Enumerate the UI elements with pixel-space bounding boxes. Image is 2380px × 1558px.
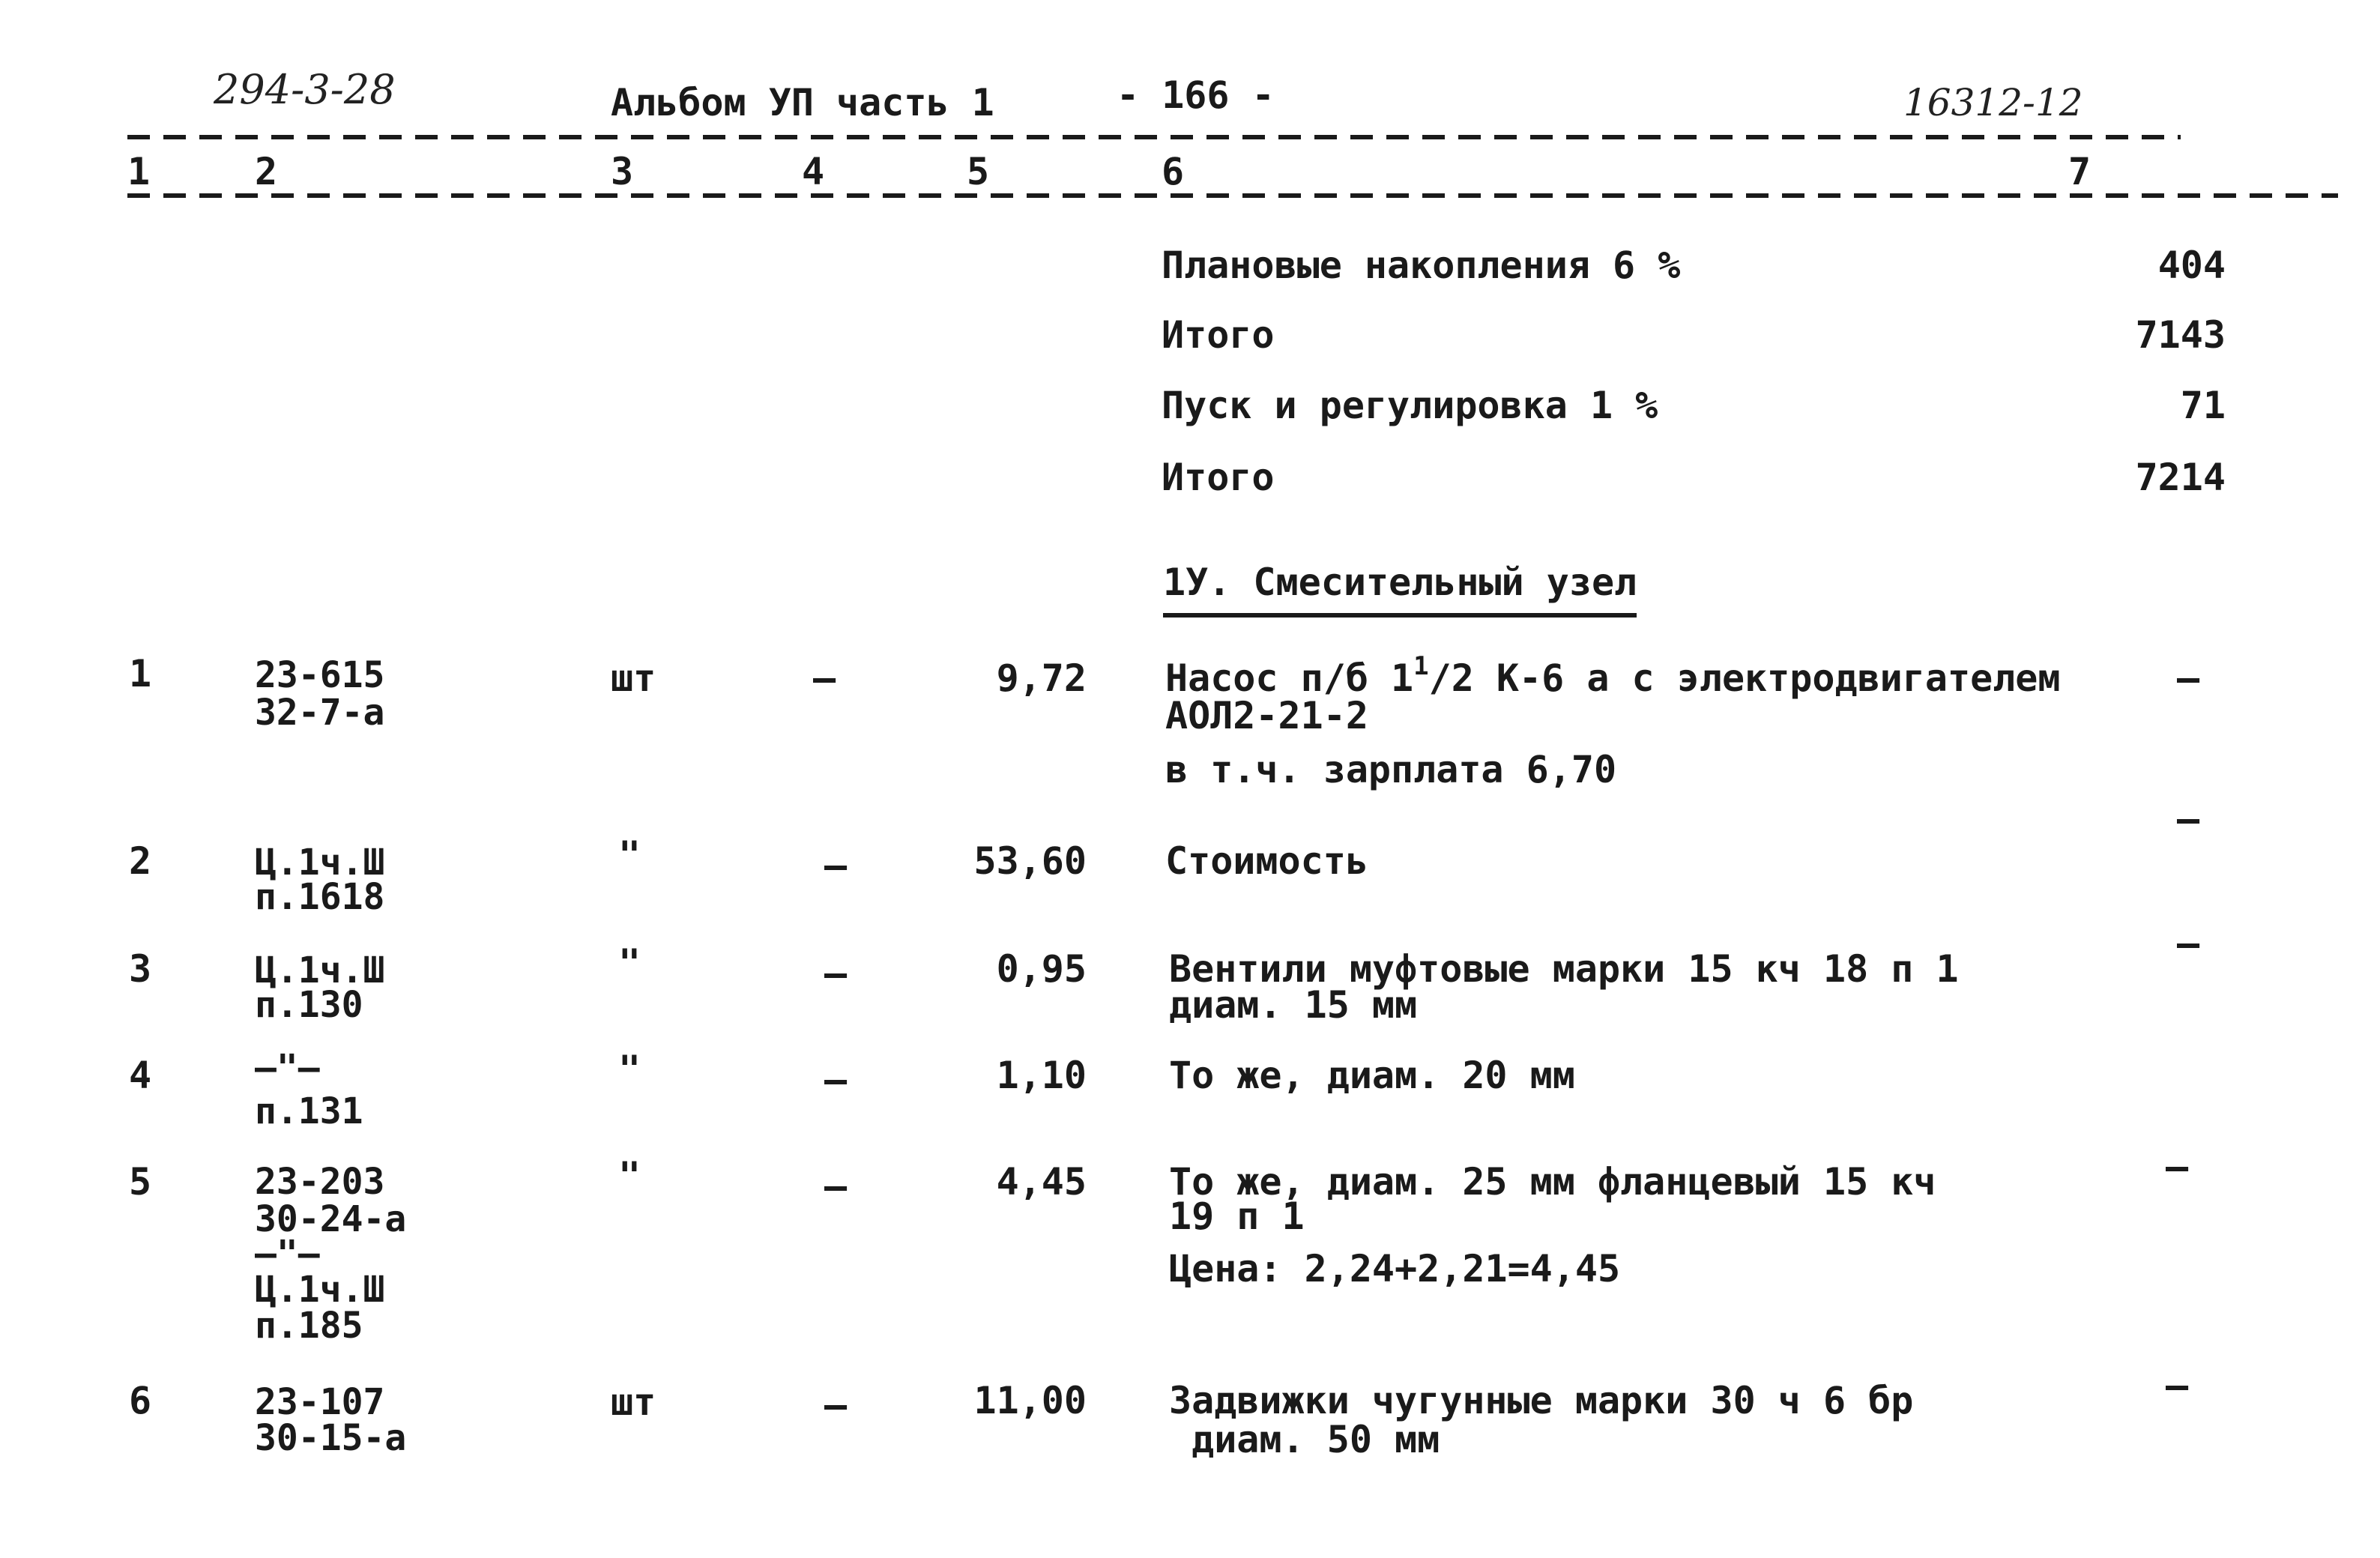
row-unit: шт [611, 656, 656, 700]
row-code-line: Ц.1ч.Ш [255, 842, 385, 884]
summary-value: 7143 [2135, 313, 2226, 357]
row-description-line: То же, диам. 20 мм [1169, 1054, 1575, 1097]
row-description-line: Стоимость [1165, 839, 1368, 883]
row-description-part: /2 К-6 а с электродвигателем [1428, 656, 2061, 700]
row-description-line: Задвижки чугунные марки 30 ч 6 бр [1169, 1379, 1914, 1422]
row-description-line: диам. 50 мм [1169, 1418, 1440, 1461]
row-code-line: Ц.1ч.Ш [255, 949, 385, 991]
row-description-superscript: 1 [1413, 651, 1429, 681]
column-number-1: 1 [127, 150, 151, 193]
row-code-line: 23-615 [255, 654, 385, 696]
row-qty: – [824, 1165, 848, 1208]
row-description-line: диам. 15 мм [1169, 983, 1418, 1027]
header-rule-top [127, 135, 2181, 139]
row-unit: " [618, 1048, 641, 1091]
row-unit: " [618, 941, 641, 985]
column-number-4: 4 [802, 150, 825, 193]
row-description-part: Насос п/б 1 [1165, 656, 1414, 700]
doc-code: 294-3-28 [214, 66, 396, 113]
row-code-line: п.1618 [255, 876, 385, 918]
row-code-line: 30-15-а [255, 1417, 407, 1459]
row-description-line: 19 п 1 [1169, 1195, 1305, 1238]
row-unit: " [618, 1154, 641, 1198]
page-number: - 166 - [1117, 73, 1275, 117]
row-code-line: п.185 [255, 1305, 363, 1347]
section-title: 1У. Смесительный узел [1163, 561, 1637, 618]
column-number-7: 7 [2068, 150, 2091, 193]
row-code-line: 23-203 [255, 1161, 385, 1203]
row-code-line: 30-24-а [255, 1198, 407, 1240]
row-unit: " [618, 833, 641, 877]
summary-value: 404 [2157, 244, 2226, 287]
row-price: 4,45 [996, 1160, 1087, 1204]
row-unit: шт [611, 1380, 656, 1424]
row-code-line: 23-107 [255, 1381, 385, 1423]
summary-value: 71 [2180, 384, 2226, 427]
row-note: в т.ч. зарплата 6,70 [1165, 748, 1617, 791]
header-rule-bottom [127, 193, 2338, 198]
row-code-line: –"– [255, 1047, 320, 1089]
column-number-3: 3 [611, 150, 634, 193]
row-price: 53,60 [973, 839, 1087, 883]
row-description-line: То же, диам. 25 мм фланцевый 15 кч [1169, 1160, 1936, 1204]
row-total: – [2166, 1364, 2189, 1407]
row-description-line: Вентили муфтовые марки 15 кч 18 п 1 [1169, 947, 1959, 991]
row-number: 2 [129, 839, 152, 883]
row-number: 3 [129, 947, 152, 991]
row-price: 0,95 [996, 947, 1087, 991]
album-title: Альбом УП часть 1 [611, 81, 994, 124]
row-number: 4 [129, 1054, 152, 1097]
row-qty: – [824, 1058, 848, 1102]
row-price: 11,00 [973, 1379, 1087, 1422]
row-total: – [2166, 1145, 2189, 1189]
row-qty: – [824, 1383, 848, 1427]
row-qty: – [824, 952, 848, 995]
row-number: 6 [129, 1379, 152, 1422]
row-description-line: АОЛ2-21-2 [1165, 694, 1368, 737]
column-number-2: 2 [255, 150, 278, 193]
row-code-line: п.130 [255, 984, 363, 1026]
summary-label: Итого [1162, 313, 1275, 357]
summary-label: Пуск и регулировка 1 % [1162, 384, 1658, 427]
summary-label: Плановые накопления 6 % [1162, 244, 1681, 287]
sheet-reference: 16312-12 [1903, 81, 2083, 124]
column-number-6: 6 [1162, 150, 1185, 193]
summary-label: Итого [1162, 456, 1275, 499]
column-number-5: 5 [967, 150, 990, 193]
row-code-line: п.131 [255, 1090, 363, 1132]
row-price: 1,10 [996, 1054, 1087, 1097]
row-code-line: 32-7-а [255, 692, 385, 734]
row-price: 9,72 [996, 656, 1087, 700]
row-total: – [2177, 656, 2200, 700]
row-note: Цена: 2,24+2,21=4,45 [1169, 1247, 1621, 1290]
summary-value: 7214 [2135, 456, 2226, 499]
row-number: 5 [129, 1160, 152, 1204]
row-total: – [2177, 797, 2200, 841]
row-qty: – [813, 656, 836, 700]
row-code-line: Ц.1ч.Ш [255, 1269, 385, 1311]
row-number: 1 [129, 652, 152, 695]
row-total: – [2177, 922, 2200, 965]
row-code-line: –"– [255, 1233, 320, 1275]
row-qty: – [824, 844, 848, 887]
